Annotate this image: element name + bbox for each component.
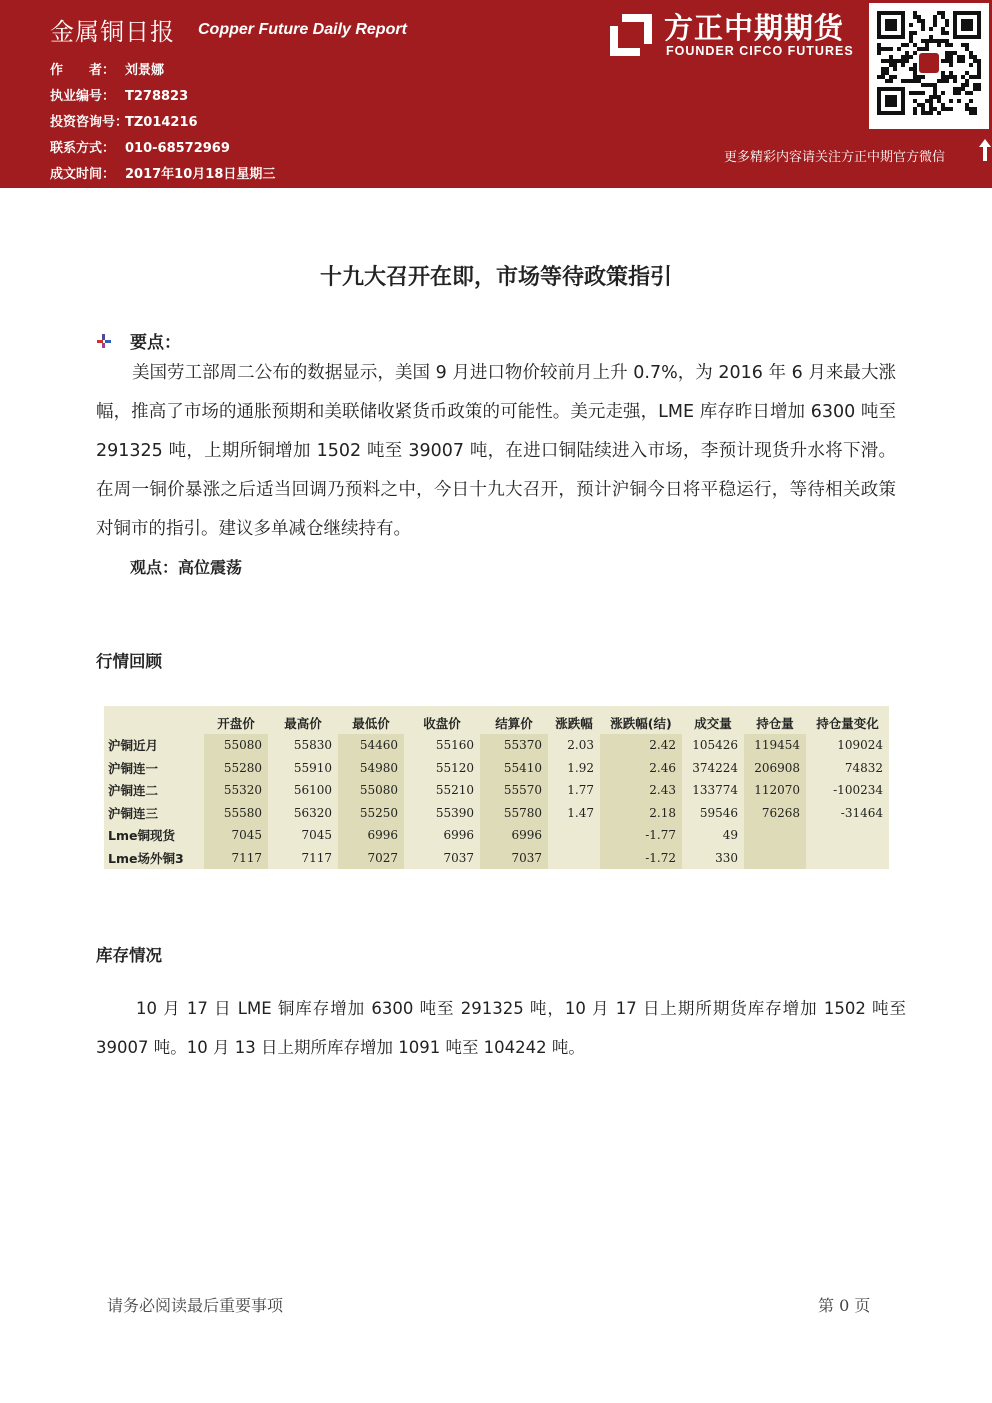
table-cell: 2.46 xyxy=(600,757,682,780)
table-cell: 55570 xyxy=(480,779,548,802)
bullet-icon xyxy=(96,333,112,349)
footer-disclaimer: 请务必阅读最后重要事项 xyxy=(107,1296,284,1315)
table-cell: 119454 xyxy=(744,734,806,757)
table-cell: 112070 xyxy=(744,779,806,802)
table-cell: 1.47 xyxy=(567,805,594,820)
article-title: 十九大召开在即，市场等待政策指引 xyxy=(319,265,672,290)
table-row xyxy=(104,734,889,757)
table-cell: 2.43 xyxy=(600,779,682,802)
column-header: 结算价 xyxy=(495,716,533,731)
column-header: 持仓量 xyxy=(756,716,794,731)
table-cell: 2.03 xyxy=(567,738,594,753)
column-header: 开盘价 xyxy=(217,716,255,731)
view-statement: 观点：高位震荡 xyxy=(130,558,243,577)
table-cell: 59546 xyxy=(699,805,738,820)
table-cell: 55120 xyxy=(435,760,474,775)
row-name-cell: 沪铜连三 xyxy=(108,805,159,821)
table-cell xyxy=(548,824,600,847)
table-cell: 7045 xyxy=(301,828,332,843)
table-cell xyxy=(744,824,806,847)
table-row xyxy=(104,802,889,825)
table-cell: 7045 xyxy=(204,824,268,847)
report-header xyxy=(0,0,992,188)
column-header: 成交量 xyxy=(694,716,732,731)
table-cell xyxy=(548,847,600,870)
column-header: 最高价 xyxy=(284,716,322,731)
table-cell: 330 xyxy=(715,850,738,865)
table-cell: 54980 xyxy=(338,757,404,780)
table-cell: 2.18 xyxy=(600,802,682,825)
table-cell: 133774 xyxy=(692,783,738,798)
table-cell: 55910 xyxy=(293,760,332,775)
inventory-heading: 库存情况 xyxy=(96,946,162,965)
table-cell xyxy=(806,824,889,847)
table-cell: 7027 xyxy=(338,847,404,870)
row-name-cell: 沪铜近月 xyxy=(108,738,159,754)
column-header: 涨跌幅(结) xyxy=(610,716,672,731)
table-cell: 7037 xyxy=(443,850,474,865)
market-table xyxy=(104,706,889,869)
table-row xyxy=(104,847,889,870)
table-cell: 55370 xyxy=(480,734,548,757)
table-cell: 55280 xyxy=(204,757,268,780)
column-header: 持仓量变化 xyxy=(816,716,879,731)
meta-contact: 联系方式： 010-68572969 xyxy=(50,141,230,156)
table-cell: -1.77 xyxy=(600,824,682,847)
row-name-cell: 沪铜连一 xyxy=(108,760,159,776)
brand-name-en: FOUNDER CIFCO FUTURES xyxy=(666,44,854,58)
table-cell: 55250 xyxy=(338,802,404,825)
table-cell: 54460 xyxy=(338,734,404,757)
key-points-paragraph: 美国劳工部周二公布的数据显示，美国 9 月进口物价较前月上升 0.7%，为 2016 年 6 月来最大涨幅，推高了市场的通胀预期和美联储收紧货币政策的可能性。美元走强，LME 库存昨日增加 6300 吨至 291325 吨，上期所铜增加 1502 吨至 39007 吨，在进口铜陆续进入市场，李预计现货升水将下滑。在周一铜价暴涨之后适当回调乃预料之中，今日十九大召开，预计沪铜今日将平稳运行，等待相关政策对铜市的指引。建议多单减仓继续持有。 xyxy=(96,363,896,539)
table-row xyxy=(104,824,889,847)
table-cell: 55080 xyxy=(338,779,404,802)
table-cell: 109024 xyxy=(837,738,883,753)
table-cell: 76268 xyxy=(744,802,806,825)
meta-author: 作 者： 刘景娜 xyxy=(50,63,165,78)
table-cell: 74832 xyxy=(844,760,883,775)
table-cell: 55410 xyxy=(480,757,548,780)
row-name-cell: Lme铜现货 xyxy=(108,828,175,844)
table-cell: 7117 xyxy=(301,850,332,865)
table-cell: 1.92 xyxy=(567,760,594,775)
column-header: 涨跌幅 xyxy=(555,716,593,731)
table-cell: 2.42 xyxy=(600,734,682,757)
table-cell: 6996 xyxy=(480,824,548,847)
qr-code-icon xyxy=(869,3,989,129)
table-cell: 55160 xyxy=(435,738,474,753)
column-header: 收盘价 xyxy=(423,716,461,731)
follow-wechat-text: 更多精彩内容请关注方正中期官方微信 xyxy=(724,150,946,165)
table-cell: -100234 xyxy=(833,783,883,798)
meta-date: 成文时间： 2017年10月18日星期三 xyxy=(50,167,276,182)
table-cell: 55080 xyxy=(204,734,268,757)
report-subtitle: Copper Future Daily Report xyxy=(198,21,407,38)
founder-logo-icon xyxy=(608,12,654,58)
table-cell xyxy=(744,847,806,870)
meta-consult-no: 投资咨询号：TZ014216 xyxy=(50,115,198,130)
table-cell: 105426 xyxy=(692,738,738,753)
table-cell: 7037 xyxy=(480,847,548,870)
key-points-label: 要点： xyxy=(130,333,181,353)
inventory-paragraph: 10 月 17 日 LME 铜库存增加 6300 吨至 291325 吨，10 月 17 日上期所期货库存增加 1502 吨至 39007 吨。10 月 13 日上期所库存增加 1091 吨至 104242 吨。 xyxy=(96,999,906,1057)
column-header xyxy=(104,706,204,734)
table-cell: 55210 xyxy=(435,783,474,798)
table-cell: -31464 xyxy=(840,805,883,820)
report-title: 金属铜日报 xyxy=(50,18,175,46)
table-cell: -1.72 xyxy=(600,847,682,870)
table-cell: 49 xyxy=(722,828,738,843)
table-cell: 56320 xyxy=(293,805,332,820)
table-cell: 7117 xyxy=(204,847,268,870)
table-cell: 55580 xyxy=(204,802,268,825)
table-cell: 6996 xyxy=(338,824,404,847)
table-cell: 55830 xyxy=(293,738,332,753)
table-row xyxy=(104,779,889,802)
brand-name-cn: 方正中期期货 xyxy=(664,11,845,45)
market-review-heading: 行情回顾 xyxy=(96,652,162,671)
table-cell: 374224 xyxy=(692,760,738,775)
meta-license: 执业编号： T278823 xyxy=(50,89,189,104)
table-cell: 55390 xyxy=(435,805,474,820)
column-header: 最低价 xyxy=(352,716,390,731)
row-name-cell: Lme场外铜3 xyxy=(108,850,184,866)
table-row xyxy=(104,757,889,780)
table-cell: 56100 xyxy=(293,783,332,798)
table-cell: 55320 xyxy=(204,779,268,802)
table-cell: 6996 xyxy=(443,828,474,843)
row-name-cell: 沪铜连二 xyxy=(108,783,159,799)
table-cell: 55780 xyxy=(480,802,548,825)
table-cell: 1.77 xyxy=(567,783,594,798)
author-meta xyxy=(50,58,275,188)
table-cell: 206908 xyxy=(744,757,806,780)
table-cell xyxy=(806,847,889,870)
page-number: 第 0 页 xyxy=(818,1296,871,1315)
table-header-row xyxy=(104,706,889,734)
up-arrow-icon xyxy=(978,138,992,162)
